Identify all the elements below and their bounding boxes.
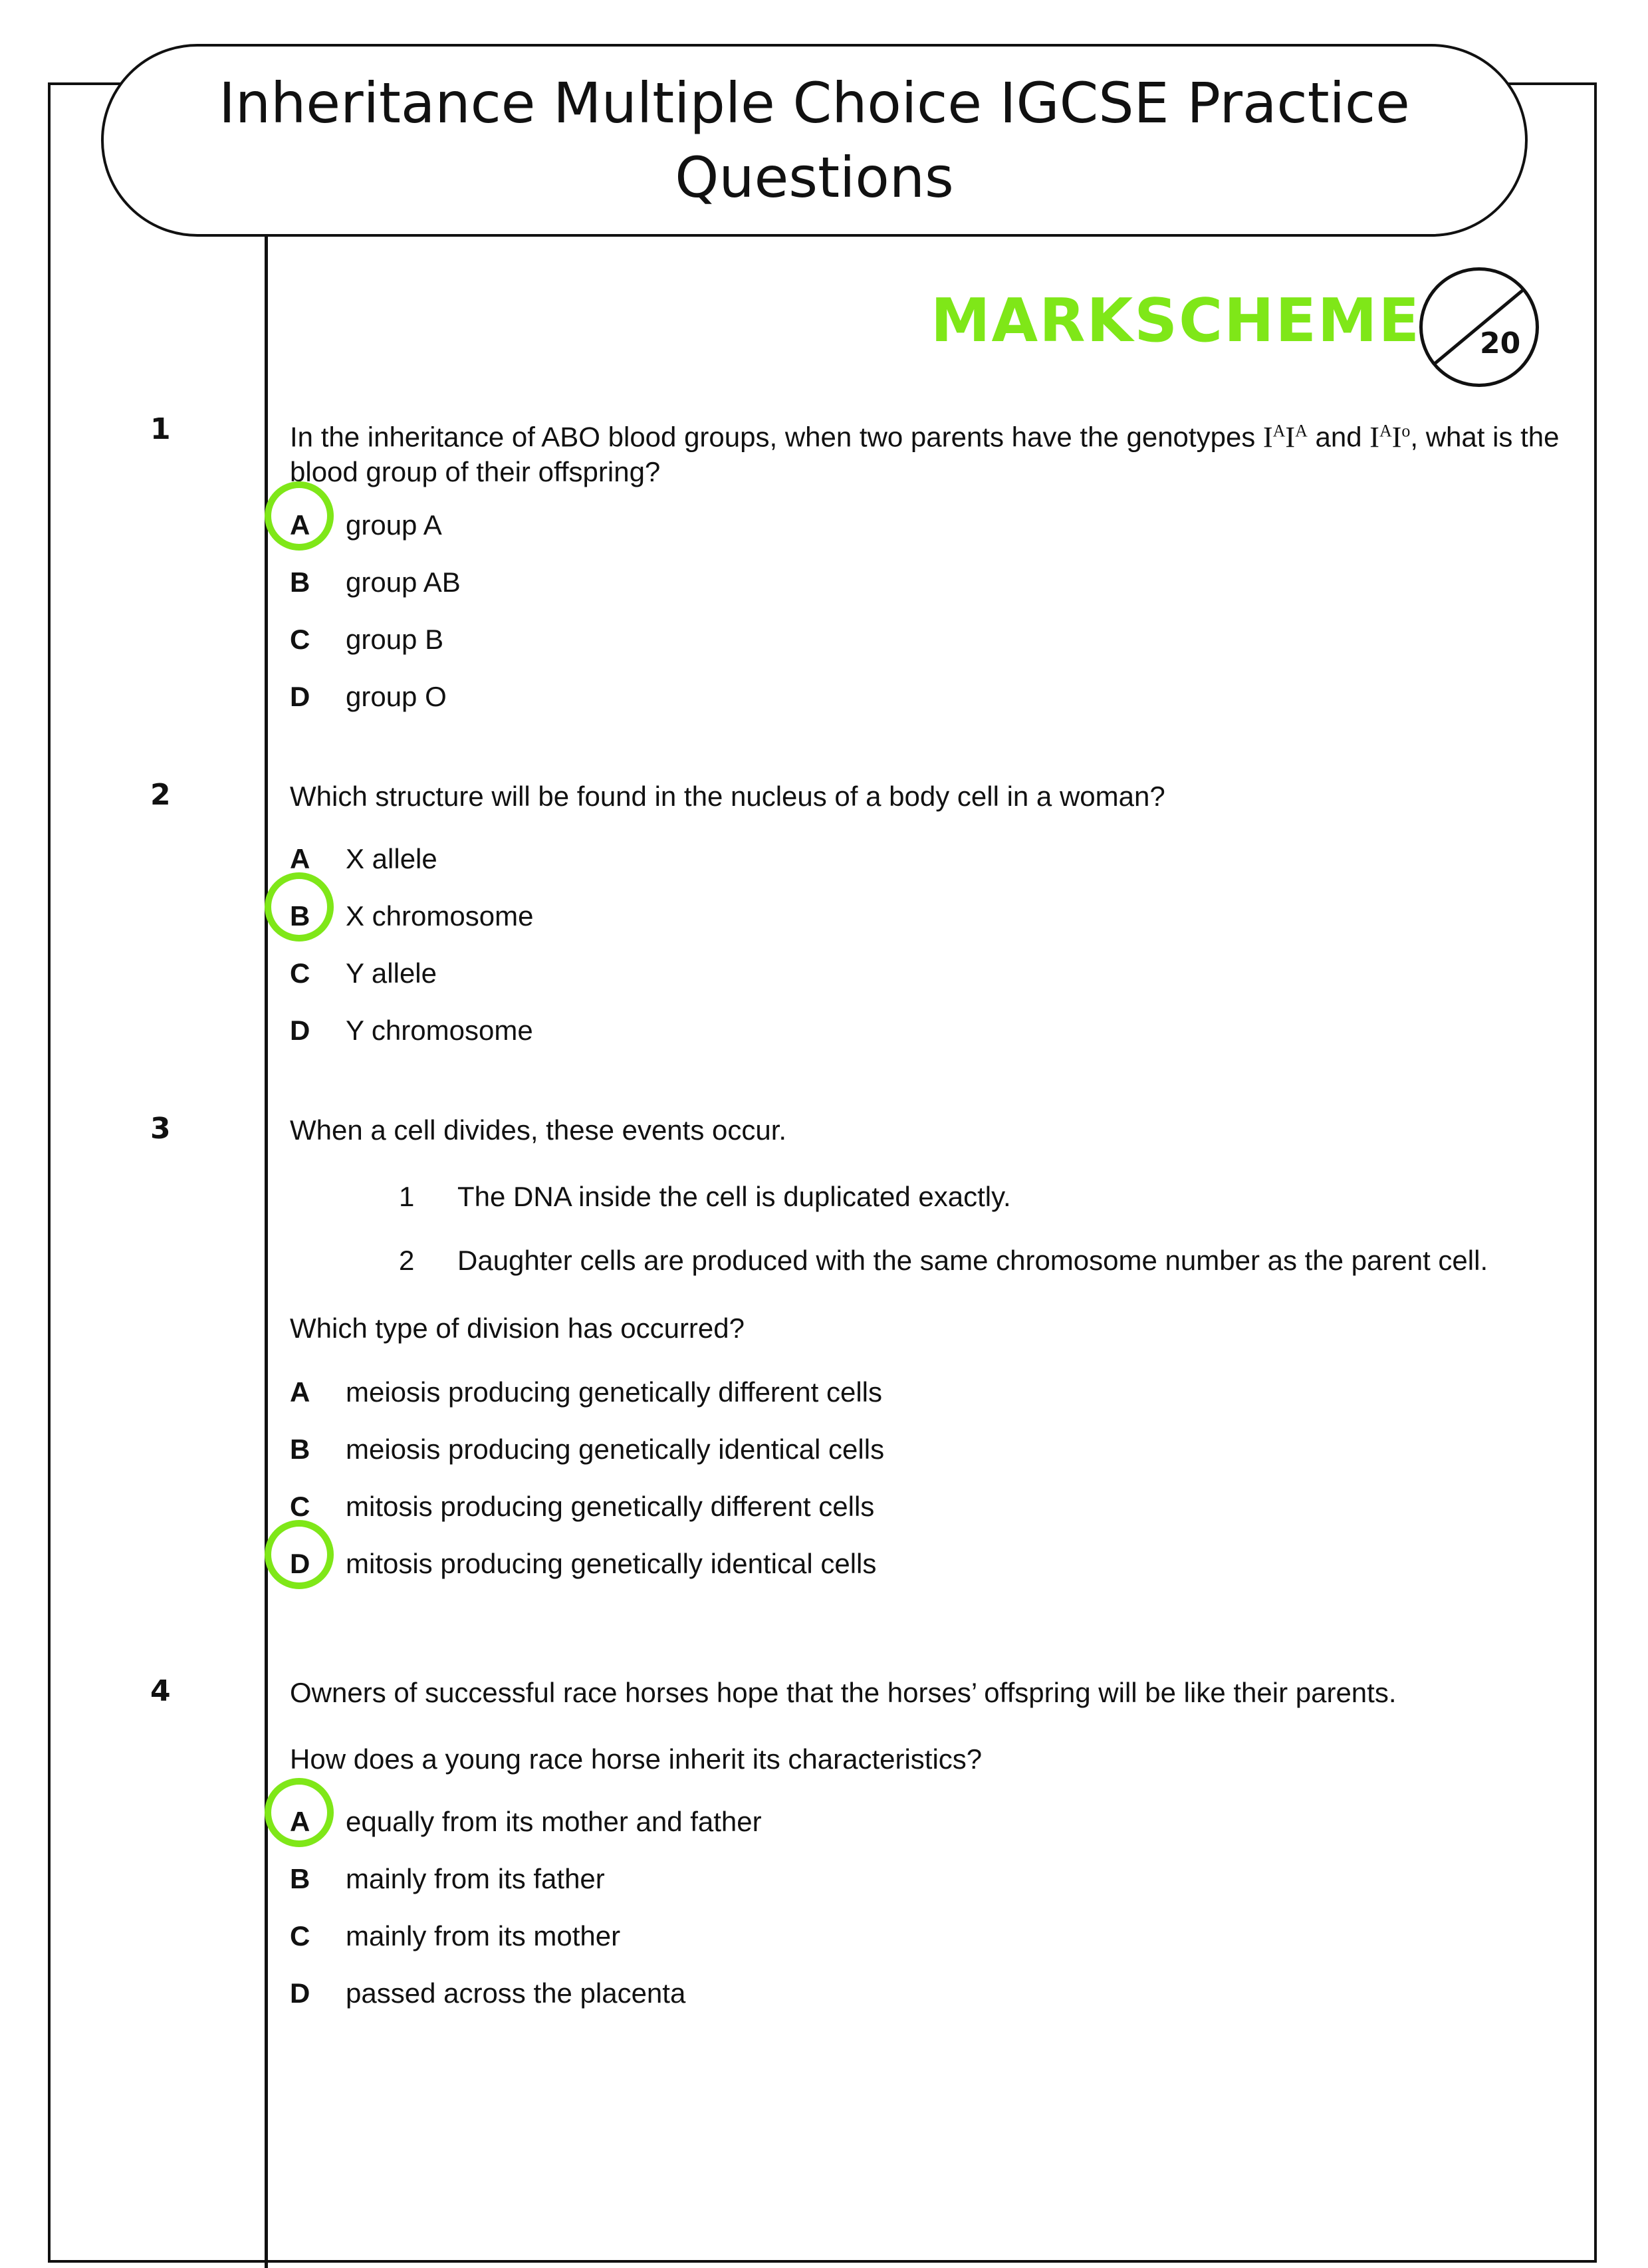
q3-statement-2 [399, 1245, 1488, 1277]
q1-text-after: , what is the blood group of their offspring? [290, 421, 1560, 487]
title-banner [101, 44, 1528, 237]
score-circle [1419, 267, 1539, 387]
question-2-text: Which structure will be found in the nucleus of a body cell in a woman? [290, 781, 1165, 812]
option-text: meiosis producing genetically different cells [346, 1376, 882, 1408]
q1-text-and: and [1307, 421, 1370, 453]
q1-g1-sup: A [1272, 421, 1286, 440]
option-text: passed across the placenta [346, 1977, 686, 2009]
statement-text: Daughter cells are produced with the same chromosome number as the parent cell. [457, 1245, 1488, 1276]
question-1-text [290, 414, 1573, 489]
q4-option-b[interactable] [290, 1859, 605, 1899]
total-marks: 20 [1480, 326, 1521, 360]
q1-option-d[interactable] [290, 677, 447, 717]
option-text: group A [346, 509, 442, 541]
q3-option-d[interactable] [290, 1544, 876, 1584]
option-letter: D [290, 1977, 310, 2009]
option-text: meiosis producing genetically identical cells [346, 1434, 885, 1465]
option-letter: B [290, 1863, 310, 1894]
q1-g2-base2: I [1391, 420, 1402, 453]
option-letter: D [290, 1548, 346, 1580]
question-number-1: 1 [150, 412, 171, 446]
option-text: X chromosome [346, 900, 534, 932]
option-letter: A [290, 1376, 310, 1408]
q1-option-c[interactable] [290, 620, 443, 660]
statement-number: 2 [399, 1245, 415, 1276]
question-3-text: When a cell divides, these events occur. [290, 1114, 787, 1146]
option-text: group B [346, 624, 444, 655]
option-text: Y chromosome [346, 1015, 533, 1046]
option-letter: B [290, 567, 310, 598]
q1-genotype-2 [1369, 421, 1410, 453]
statement-number: 1 [399, 1181, 415, 1212]
option-letter: C [290, 624, 310, 655]
question-number-2: 2 [150, 778, 171, 812]
option-text: group O [346, 681, 447, 712]
q1-option-a[interactable] [290, 505, 442, 545]
option-text: mitosis producing genetically identical cells [346, 1548, 877, 1579]
q3-option-a[interactable] [290, 1372, 882, 1412]
question-number-3: 3 [150, 1112, 171, 1146]
q3-option-c[interactable] [290, 1487, 874, 1527]
question-4-text: Owners of successful race horses hope that the horses’ offspring will be like their parents. [290, 1677, 1397, 1708]
option-text: group AB [346, 567, 461, 598]
option-letter: A [290, 509, 346, 541]
q2-option-b[interactable] [290, 896, 533, 936]
option-letter: C [290, 957, 310, 989]
option-letter: A [290, 1806, 346, 1838]
q1-g1-base2: I [1285, 420, 1296, 453]
q2-option-c[interactable] [290, 953, 437, 993]
option-text: equally from its mother and father [346, 1806, 762, 1837]
q4-option-c[interactable] [290, 1916, 620, 1956]
markscheme-label: MARKSCHEME [931, 286, 1421, 356]
option-letter: B [290, 1434, 310, 1465]
option-text: mainly from its mother [346, 1920, 621, 1952]
q4-option-d[interactable] [290, 1973, 685, 2013]
option-text: mainly from its father [346, 1863, 605, 1894]
q1-g2-sup2: o [1401, 421, 1411, 440]
q1-g1-sup2: A [1295, 421, 1308, 440]
q1-g2-base: I [1369, 420, 1379, 453]
option-text: X allele [346, 843, 437, 874]
statement-text: The DNA inside the cell is duplicated exactly. [457, 1181, 1011, 1212]
question-3-prompt: Which type of division has occurred? [290, 1313, 745, 1344]
option-letter: A [290, 843, 310, 874]
option-text: Y allele [346, 957, 437, 989]
option-text: mitosis producing genetically different cells [346, 1491, 875, 1522]
option-letter: C [290, 1491, 310, 1522]
q1-genotype-1 [1263, 421, 1308, 453]
question-number-4: 4 [150, 1674, 171, 1708]
option-letter: D [290, 1015, 310, 1046]
q1-g2-sup: A [1379, 421, 1392, 440]
q3-option-b[interactable] [290, 1430, 884, 1469]
page-frame [48, 85, 1597, 2263]
q2-option-d[interactable] [290, 1011, 533, 1051]
page-title: Inheritance Multiple Choice IGCSE Practice Questions [219, 70, 1410, 210]
q1-option-b[interactable] [290, 563, 461, 602]
q1-text-before: In the inheritance of ABO blood groups, when two parents have the genotypes [290, 421, 1263, 453]
option-letter: D [290, 681, 310, 712]
option-letter: C [290, 1920, 310, 1952]
q3-statement-1 [399, 1181, 1011, 1213]
option-letter: B [290, 900, 346, 932]
q1-g1-base: I [1262, 420, 1273, 453]
q2-option-a[interactable] [290, 839, 437, 879]
q4-option-a[interactable] [290, 1802, 762, 1842]
question-4-prompt: How does a young race horse inherit its characteristics? [290, 1743, 983, 1775]
